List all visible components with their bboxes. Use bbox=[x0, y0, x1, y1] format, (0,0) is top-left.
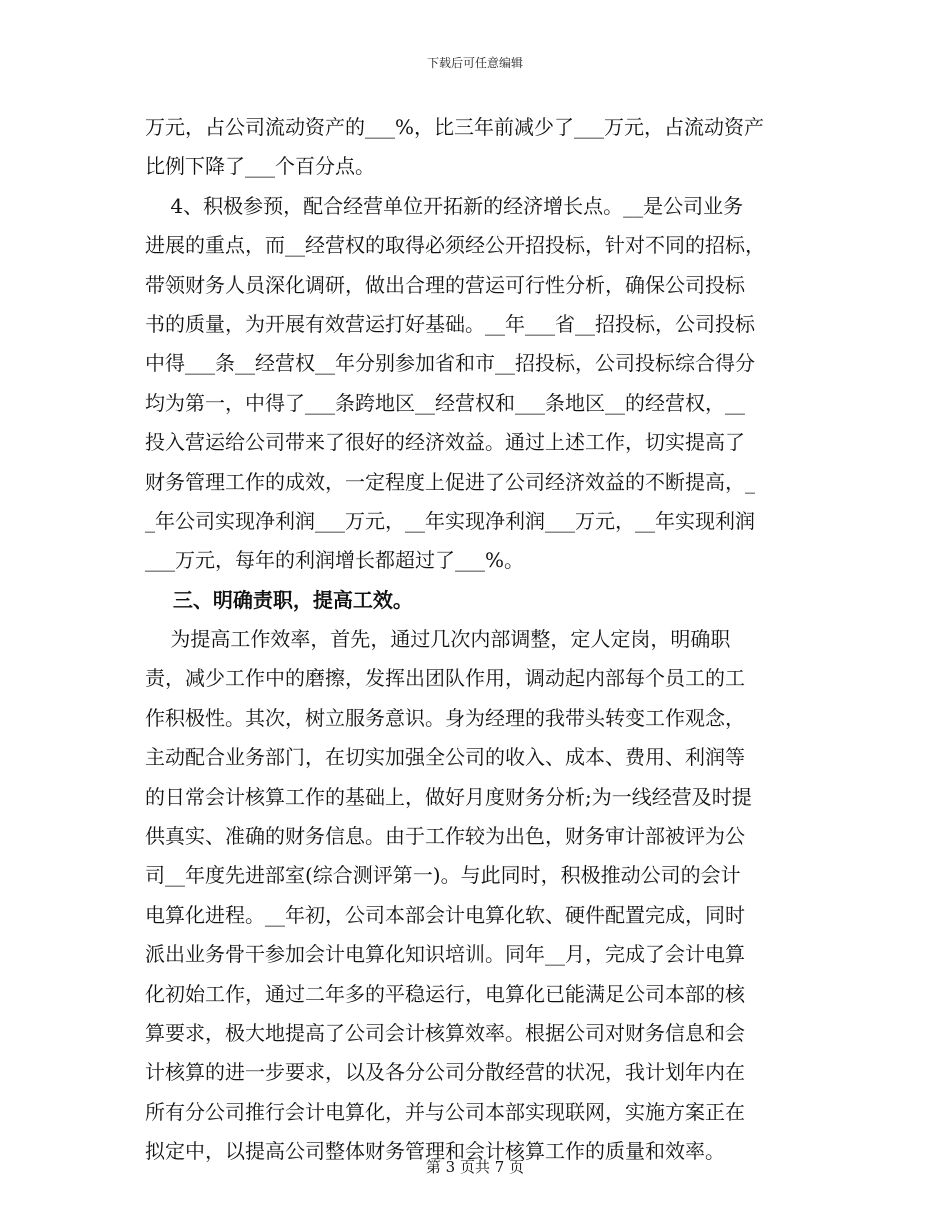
text-line: 财务管理工作的成效，一定程度上促进了公司经济效益的不断提高，_ bbox=[145, 469, 755, 494]
document-body bbox=[145, 108, 805, 1172]
text-line: 均为第一，中得了___条跨地区__经营权和___条地区__的经营权，__ bbox=[145, 390, 745, 415]
text-line: 进展的重点，而__经营权的取得必须经公开招投标，针对不同的招标， bbox=[145, 233, 765, 258]
text-line: 司__年度先进部室(综合测评第一)。与此同时，积极推动公司的会计 bbox=[145, 863, 741, 888]
text-line: 万元，占公司流动资产的___%，比三年前减少了___万元，占流动资产 bbox=[145, 115, 765, 139]
text-line: 责，减少工作中的磨擦，发挥出团队作用，调动起内部每个员工的工 bbox=[145, 666, 745, 691]
text-line: 带领财务人员深化调研，做出合理的营运可行性分析，确保公司投标 bbox=[145, 272, 745, 297]
text-line: 比例下降了___个百分点。 bbox=[145, 154, 375, 179]
text-line: 投入营运给公司带来了很好的经济效益。通过上述工作，切实提高了 bbox=[145, 430, 745, 455]
text-line: 电算化进程。__年初，公司本部会计电算化软、硬件配置完成，同时 bbox=[145, 902, 745, 927]
text-line: 化初始工作，通过二年多的平稳运行，电算化已能满足公司本部的核 bbox=[145, 981, 745, 1006]
text-line: 派出业务骨干参加会计电算化知识培训。同年__月，完成了会计电算 bbox=[145, 942, 745, 967]
section-heading: 三、明确责职，提高工效。 bbox=[145, 587, 413, 612]
text-line: 供真实、准确的财务信息。由于工作较为出色，财务审计部被评为公 bbox=[145, 824, 745, 849]
text-line: _年公司实现净利润___万元，__年实现净利润___万元，__年实现利润 bbox=[145, 508, 755, 533]
text-line: 4、积极参预，配合经营单位开拓新的经济增长点。__是公司业务 bbox=[145, 193, 744, 218]
text-line: 计核算的进一步要求，以及各分公司分散经营的状况，我计划年内在 bbox=[145, 1060, 745, 1085]
text-line: 为提高工作效率，首先，通过几次内部调整，定人定岗，明确职 bbox=[145, 627, 731, 652]
page-footer: 第 3 页共 7 页 bbox=[425, 1158, 525, 1176]
page-header: 下载后可任意编辑 bbox=[426, 56, 523, 70]
text-line: ___万元，每年的利润增长都超过了___%。 bbox=[145, 548, 525, 573]
text-line: 的日常会计核算工作的基础上，做好月度财务分析;为一线经营及时提 bbox=[145, 784, 752, 809]
text-line: 作积极性。其次，树立服务意识。身为经理的我带头转变工作观念， bbox=[145, 705, 745, 730]
text-line: 书的质量，为开展有效营运打好基础。__年___省__招投标，公司投标 bbox=[145, 311, 755, 336]
text-line: 所有分公司推行会计电算化，并与公司本部实现联网，实施方案正在 bbox=[145, 1099, 745, 1124]
text-line: 算要求，极大地提高了公司会计核算效率。根据公司对财务信息和会 bbox=[145, 1020, 745, 1045]
text-line: 主动配合业务部门，在切实加强全公司的收入、成本、费用、利润等 bbox=[145, 745, 745, 770]
text-line: 拟定中，以提高公司整体财务管理和会计核算工作的质量和效率。 bbox=[145, 1139, 725, 1164]
text-line: 中得___条__经营权__年分别参加省和市__招投标，公司投标综合得分 bbox=[145, 351, 755, 376]
